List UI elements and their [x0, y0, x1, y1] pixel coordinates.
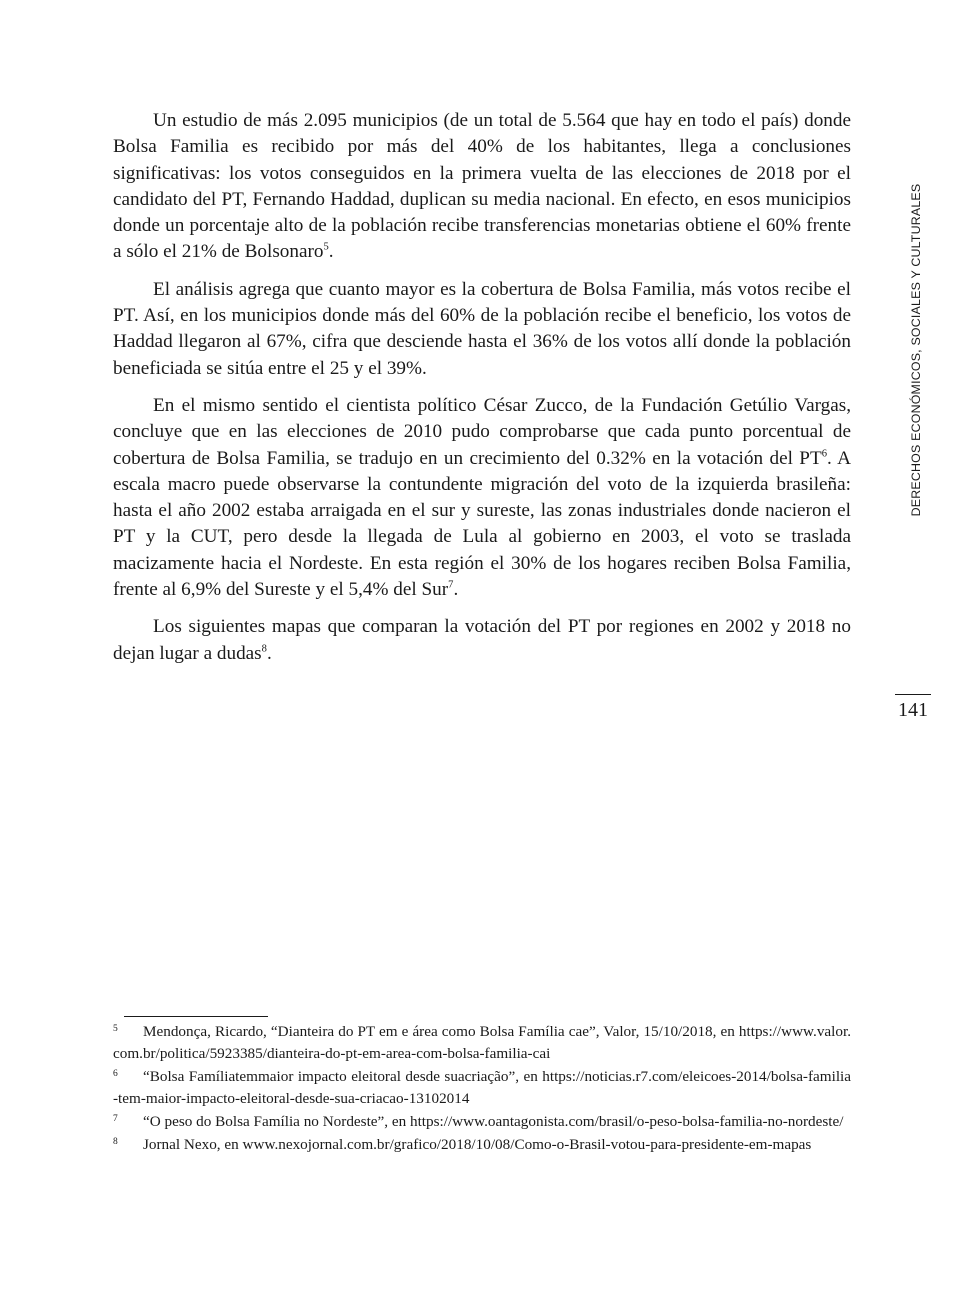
footnote-ref-7: 7 — [448, 579, 454, 591]
paragraph-1 — [113, 108, 851, 266]
page-number: 141 — [898, 699, 928, 721]
footnote-text: “Bolsa Famíliatemmaior impacto eleitoral desde suacriação”, en https://noticias.r7.com/eleicoes-2014/bolsa-familia-tem-maior-impacto-eleitoral-desde-sua-criacao-13102014 — [113, 1068, 851, 1107]
footnote-6: 6 “Bolsa Famíliatemmaior impacto eleitoral desde suacriação”, en https://noticias.r7.com/eleicoes-2014/bolsa-familia-tem-maior-impacto-eleitoral-desde-sua-criacao-13102014 — [113, 1068, 851, 1107]
body-text — [113, 108, 851, 678]
paragraph-4 — [113, 614, 851, 667]
footnote-text: Jornal Nexo, en www.nexojornal.com.br/grafico/2018/10/08/Como-o-Brasil-votou-para-presidente-em-mapas — [143, 1136, 812, 1153]
page-number-rule — [895, 694, 931, 695]
paragraph-2 — [113, 277, 851, 382]
paragraph-2-text: El análisis agrega que cuanto mayor es la cobertura de Bolsa Familia, más votos recibe el PT. Así, en los municipios donde más del 60% de la población recibe el beneficio, los votos de Haddad llegaron al 67%, cifra que desciende hasta el 36% de los votos allí donde la población beneficiada se sitúa entre el 25 y el 39%. — [113, 278, 851, 379]
paragraph-4-text: Los siguientes mapas que comparan la votación del PT por regiones en 2002 y 2018 no dejan lugar a dudas — [113, 616, 851, 664]
footnote-ref-8: 8 — [261, 643, 267, 655]
footnote-7: 7 “O peso do Bolsa Família no Nordeste”, en https://www.oantagonista.com/brasil/o-peso-bolsa-familia-no-nordeste/ — [113, 1113, 844, 1130]
paragraph-4-end: . — [266, 642, 272, 664]
running-section-title-text: DERECHOS ECONÓMICOS, SOCIALES Y CULTURALES — [909, 183, 923, 517]
footnote-ref-6: 6 — [821, 448, 827, 460]
footnotes — [113, 1021, 851, 1157]
footnote-8: 8 Jornal Nexo, en www.nexojornal.com.br/grafico/2018/10/08/Como-o-Brasil-votou-para-presidente-em-mapas — [113, 1136, 812, 1153]
paragraph-3-end: . — [453, 579, 459, 601]
footnote-ref-5: 5 — [323, 242, 329, 254]
paragraph-1-end: . — [328, 241, 334, 263]
paragraph-1-text: Un estudio de más 2.095 municipios (de un total de 5.564 que hay en todo el país) donde Bolsa Familia es recibido por más del 40% de los habitantes, llega a conclusiones significativas: los votos conseguidos en la primera vuelta de las elecciones de 2018 por el candidato del PT, Fernando Haddad, duplican su media nacional. En efecto, en esos municipios donde un porcentaje alto de la población recibe transferencias monetarias obtiene el 60% frente a sólo el 21% de Bolsonaro — [113, 110, 851, 263]
paragraph-3 — [113, 393, 851, 603]
footnote-text: Mendonça, Ricardo, “Dianteira do PT em e área como Bolsa Família cae”, Valor, 15/10/2018, en https://www.valor.com.br/politica/5923385/dianteira-do-pt-em-area-com-bolsa-familia-cai — [113, 1023, 851, 1062]
footnote-text: “O peso do Bolsa Família no Nordeste”, en https://www.oantagonista.com/brasil/o-peso-bolsa-familia-no-nordeste/ — [143, 1113, 844, 1130]
paragraph-3-text: En el mismo sentido el cientista político César Zucco, de la Fundación Getúlio Vargas, concluye que en las elecciones de 2010 pudo comprobarse que cada punto porcentual de cobertura de Bolsa Familia, se tradujo en un crecimiento del 0.32% en la votación del PT — [113, 394, 851, 469]
footnote-separator — [124, 1016, 268, 1017]
paragraph-3-middle: . A escala macro puede observarse la contundente migración del voto de la izquierda brasileña: hasta el año 2002 estaba arraigada en el sur y sureste, las zonas industriales donde nacieron el PT y la CUT, pero desde la llegada de Lula al gobierno en 2003, el voto se traslada macizamente hacia el Nordeste. En esta región el 30% de los hogares reciben Bolsa Familia, frente al 6,9% del Sureste y el 5,4% del Sur — [113, 447, 851, 601]
footnote-5: 5 Mendonça, Ricardo, “Dianteira do PT em e área como Bolsa Família cae”, Valor, 15/10/2018, en https://www.valor.com.br/politica/5923385/dianteira-do-pt-em-area-com-bolsa-familia-cai — [113, 1023, 851, 1062]
